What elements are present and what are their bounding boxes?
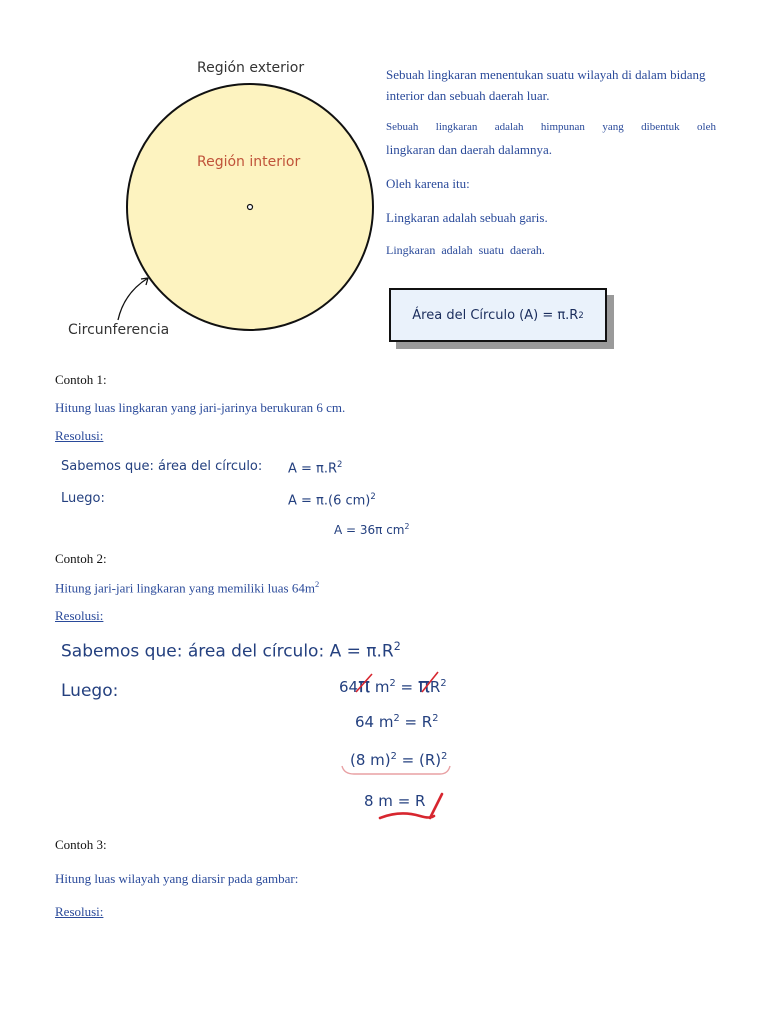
example2-problem: Hitung jari-jari lingkaran yang memiliki luas $64m^2$ [55, 579, 320, 596]
interior-label: Región interior [197, 154, 301, 170]
example1-line2-math: A = π.(6 cm)$^2$ [288, 491, 376, 509]
example1-line3-math: A = 36π $cm^2$ [334, 522, 410, 537]
intro-p5: Lingkaran adalah suatu daerah. [386, 243, 545, 257]
example1-line2-label: Luego: [61, 491, 105, 506]
example1-line1-math: $A = \pi.R^2$ [288, 459, 343, 477]
area-formula-box [389, 288, 607, 342]
example2-step2: 64 $m^2 = R^2$ [355, 713, 439, 731]
area-formula-exp: 2 [578, 310, 584, 320]
example1-resolution: Resolusi: [55, 428, 104, 443]
example1-problem: Hitung luas lingkaran yang jari-jarinya berukuran 6 cm. [55, 400, 346, 415]
step3-bracket [340, 764, 455, 778]
intro-p2-line1: Sebuah lingkaran adalah himpunan yang dibentuk oleh [386, 121, 716, 133]
example2-line2-label: Luego: [61, 681, 119, 701]
example2-line1: Sabemos que: área del círculo: $A = \pi.R^2$ [61, 640, 401, 662]
example1-heading: Contoh 1: [55, 372, 107, 387]
intro-p1-line2: interior dan sebuah daerah luar. [386, 88, 550, 103]
intro-p1-line1: Sebuah lingkaran menentukan suatu wilayah di dalam bidang [386, 67, 706, 82]
example3-resolution: Resolusi: [55, 904, 104, 919]
cancelled-pi-left: π [358, 673, 371, 697]
check-mark [376, 790, 456, 824]
example2-step4: 8 m = R [364, 792, 426, 810]
circumference-label: Circunferencia [68, 322, 170, 338]
cancel-strokes [350, 668, 450, 698]
example2-step1: 64π $m^2 = \pi R^2$ [339, 673, 447, 697]
example3-heading: Contoh 3: [55, 837, 107, 852]
example1-line1-label: Sabemos que: área del círculo: [61, 459, 263, 474]
example2-step3: (8 $m)^2 = (R)^2$ [350, 751, 448, 769]
area-formula-text: Área del Círculo (A) = π.R [412, 307, 579, 323]
intro-p3: Oleh karena itu: [386, 176, 470, 191]
example2-heading: Contoh 2: [55, 551, 107, 566]
example3-problem: Hitung luas wilayah yang diarsir pada gambar: [55, 871, 299, 886]
intro-p4: Lingkaran adalah sebuah garis. [386, 210, 548, 225]
intro-p2-line2: lingkaran dan daerah dalamnya. [386, 142, 553, 157]
circle-diagram [0, 40, 380, 360]
cancelled-pi-right: π [417, 673, 430, 697]
circumference-arrow [118, 278, 148, 320]
example2-resolution: Resolusi: [55, 608, 104, 623]
center-point [248, 205, 253, 210]
exterior-label: Región exterior [197, 60, 305, 76]
